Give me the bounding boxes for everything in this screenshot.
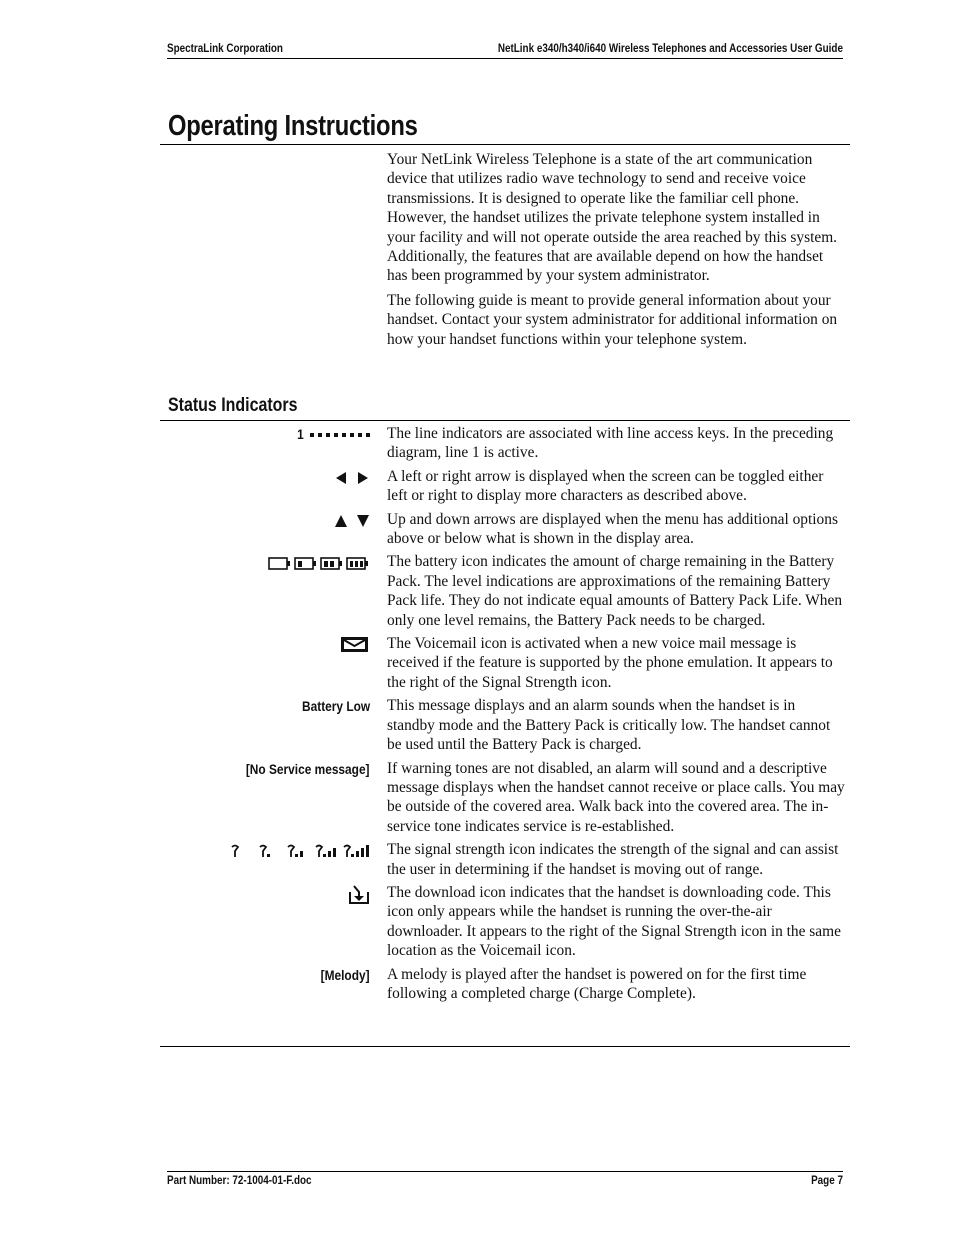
- up-down-arrows-icon: [334, 514, 370, 528]
- indicator-description: The line indicators are associated with line access keys. In the preceding diagram, line 1 is active.: [387, 425, 834, 462]
- intro-paragraph: The following guide is meant to provide general information about your handset. Contact your system administrator for additional information on how your handset functions within your telephone system.: [387, 291, 838, 348]
- indicator-description: Up and down arrows are displayed when the menu has additional options above or below what is shown in the display area.: [387, 510, 838, 548]
- indicator-label: 1: [160, 424, 370, 463]
- indicator-label: [160, 634, 370, 692]
- indicator-list: [160, 424, 850, 1007]
- indicator-description: The battery icon indicates the amount of charge remaining in the Battery Pack. The level indications are approximations of the remaining Battery Pack life. They do not indicate equal amounts of Battery Pack Life. When only one level remains, the Battery Pack needs to be charged.: [387, 553, 843, 629]
- section-title: Status Indicators: [168, 395, 298, 416]
- page-header: [167, 43, 843, 59]
- line-indicators-icon: [308, 430, 370, 440]
- indicator-row: [160, 510, 850, 549]
- header-company: SpectraLink Corporation: [167, 43, 283, 55]
- indicator-label: [Melody]: [321, 966, 370, 983]
- indicator-label: [No Service message]: [246, 760, 370, 777]
- indicator-row: [160, 840, 850, 879]
- download-icon: [348, 885, 370, 905]
- indicator-label: Battery Low: [301, 698, 370, 715]
- left-right-arrows-icon: [334, 471, 370, 485]
- title-rule: [160, 144, 850, 145]
- table-bottom-rule: [160, 1046, 850, 1047]
- voicemail-icon: [340, 636, 370, 654]
- indicator-description: This message displays and an alarm sounds when the handset is in standby mode and the Battery Pack is critically low. The handset cannot be used until the Battery Pack is charged.: [387, 697, 831, 754]
- signal-strength-icon: [230, 843, 370, 859]
- page-title: Operating Instructions: [168, 110, 418, 142]
- battery-levels-icon: [268, 556, 370, 572]
- indicator-description: If warning tones are not disabled, an alarm will sound and a descriptive message displays when the handset cannot receive or place calls. You may be outside of the covered area. Walk back into the covered area. The in-service tone indicates service is re-established.: [387, 759, 845, 835]
- indicator-label: [160, 510, 370, 549]
- indicator-row: [160, 552, 850, 630]
- indicator-description: A left or right arrow is displayed when the screen can be toggled either left or right to display more characters as described above.: [387, 467, 824, 505]
- indicator-label: [160, 467, 370, 506]
- footer-page-number: Page 7: [811, 1175, 843, 1187]
- section-rule: [160, 420, 850, 421]
- footer-part-number: Part Number: 72-1004-01-F.doc: [167, 1175, 312, 1187]
- indicator-row: [160, 424, 850, 463]
- header-guide-title: NetLink e340/h340/i640 Wireless Telephones and Accessories User Guide: [497, 43, 843, 55]
- indicator-label: [160, 883, 370, 961]
- indicator-description: The Voicemail icon is activated when a new voice mail message is received if the feature is supported by the phone emulation. It appears to the right of the Signal Strength icon.: [387, 635, 833, 691]
- intro-paragraph: Your NetLink Wireless Telephone is a state of the art communication device that utilizes radio wave technology to send and receive voice transmissions. It is designed to operate like the familiar cell phone. However, the handset utilizes the private telephone system installed in your facility and will not operate outside the area reached by this system. Additionally, the features that are available depend on how the handset has been programmed by your system administrator.: [387, 151, 838, 285]
- indicator-row: [160, 759, 850, 837]
- indicator-label: [160, 552, 370, 630]
- indicator-description: The signal strength icon indicates the strength of the signal and can assist the user in determining if the handset is moving out of range.: [387, 841, 839, 878]
- indicator-description: A melody is played after the handset is powered on for the first time following a completed charge (Charge Complete).: [387, 965, 807, 1002]
- indicator-row: [160, 634, 850, 692]
- indicator-row: [160, 883, 850, 961]
- indicator-row: [160, 696, 850, 754]
- indicator-row: [160, 467, 850, 506]
- indicator-row: [160, 965, 850, 1004]
- page-footer: [167, 1171, 843, 1187]
- indicator-label: [160, 840, 370, 879]
- indicator-description: The download icon indicates that the handset is downloading code. This icon only appears while the handset is running the over-the-air downloader. It appears to the right of the Signal Strength icon in the same location as the Voicemail icon.: [387, 883, 841, 960]
- intro-text: [387, 150, 845, 354]
